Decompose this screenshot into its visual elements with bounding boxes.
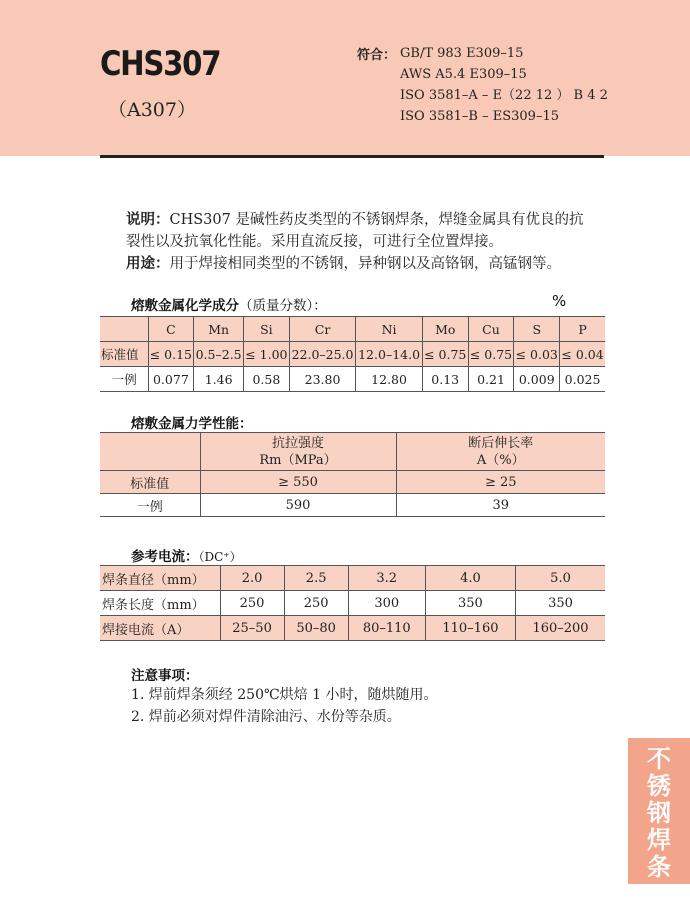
table-cell: 3.2 <box>348 566 425 591</box>
table-cell: 0.21 <box>468 367 514 392</box>
header-band <box>0 0 690 156</box>
table-cell: 350 <box>425 591 515 616</box>
table-cell: 300 <box>348 591 425 616</box>
mechanical-header-row <box>100 433 605 471</box>
notes-list <box>131 684 437 728</box>
table-row <box>100 591 605 616</box>
table-cell: ≤ 0.04 <box>560 342 605 367</box>
table-cell: 50–80 <box>284 616 348 641</box>
chemical-title: 熔敷金属化学成分 <box>131 298 239 314</box>
header-divider <box>100 155 604 158</box>
table-cell: 25–50 <box>220 616 284 641</box>
table-cell: ≥ 25 <box>396 471 605 494</box>
side-tab-char: 锈 <box>647 772 671 800</box>
table-cell: 12.80 <box>356 367 423 392</box>
row-label: 标准值 <box>100 342 148 367</box>
table-cell: ≤ 0.75 <box>468 342 514 367</box>
table-row <box>100 494 605 517</box>
table-cell: ≤ 0.03 <box>514 342 560 367</box>
element-header: P <box>560 317 605 342</box>
table-cell: 2.5 <box>284 566 348 591</box>
mechanical-section-title: 熔敷金属力学性能： <box>131 416 253 432</box>
notes-title: 注意事项： <box>131 668 199 684</box>
row-label: 标准值 <box>100 471 200 494</box>
table-cell: 250 <box>284 591 348 616</box>
mechanical-table <box>100 432 605 517</box>
side-tab-char: 条 <box>647 853 671 881</box>
table-row <box>100 471 605 494</box>
table-cell: 12.0–14.0 <box>356 342 423 367</box>
product-title: CHS307 <box>100 44 221 84</box>
description-paragraph <box>126 209 596 253</box>
row-label: 一例 <box>100 494 200 517</box>
standards-label: 符合： <box>357 48 397 63</box>
product-subtitle: （A307） <box>108 99 196 121</box>
chemical-section-title <box>131 294 327 314</box>
row-label: 一例 <box>100 367 148 392</box>
description-text: CHS307 是碱性药皮类型的不锈钢焊条，焊缝金属具有优良的抗裂性以及抗氧化性能。采用直流反接，可进行全位置焊接。 <box>126 212 584 250</box>
standards-list <box>400 43 608 127</box>
current-title: 参考电流： <box>131 549 199 565</box>
table-row <box>100 367 605 392</box>
elongation-header: 断后伸长率 A（%） <box>396 433 605 471</box>
table-row <box>100 616 605 641</box>
table-cell: 5.0 <box>516 566 605 591</box>
current-table <box>100 565 605 641</box>
table-cell: 39 <box>396 494 605 517</box>
element-header: Ni <box>356 317 423 342</box>
table-cell: 590 <box>200 494 396 517</box>
usage-text: 用于焊接相同类型的不锈钢，异种钢以及高铬钢，高锰钢等。 <box>169 256 561 272</box>
standard-item: ISO 3581–B – ES309–15 <box>400 109 559 124</box>
current-title-suffix: （DC⁺） <box>198 550 242 564</box>
table-cell: 22.0–25.0 <box>289 342 356 367</box>
table-cell: 0.5–2.5 <box>194 342 244 367</box>
table-cell: 0.13 <box>422 367 468 392</box>
table-cell: ≥ 550 <box>200 471 396 494</box>
table-row <box>100 342 605 367</box>
table-cell: ≤ 1.00 <box>243 342 289 367</box>
chemical-table <box>100 316 605 392</box>
row-label: 焊条直径（mm） <box>100 566 220 591</box>
side-tab-char: 不 <box>647 745 671 773</box>
table-corner <box>100 433 200 471</box>
row-label: 焊条长度（mm） <box>100 591 220 616</box>
table-cell: 110–160 <box>425 616 515 641</box>
table-corner <box>100 317 148 342</box>
tensile-strength-header: 抗拉强度 Rm（MPa） <box>200 433 396 471</box>
table-cell: ≤ 0.15 <box>148 342 194 367</box>
element-header: Cu <box>468 317 514 342</box>
table-cell: 250 <box>220 591 284 616</box>
usage-paragraph <box>126 253 596 275</box>
side-tab-char: 焊 <box>647 826 671 854</box>
table-cell: ≤ 0.75 <box>422 342 468 367</box>
note-item: 1. 焊前焊条须经 250℃烘焙 1 小时，随烘随用。 <box>131 687 438 703</box>
chemical-header-row <box>100 317 605 342</box>
element-header: S <box>514 317 560 342</box>
standard-item: GB/T 983 E309–15 <box>400 46 524 61</box>
standard-item: AWS A5.4 E309–15 <box>400 67 527 82</box>
table-cell: 23.80 <box>289 367 356 392</box>
category-side-tab <box>628 738 690 884</box>
element-header: Mo <box>422 317 468 342</box>
chemical-unit: % <box>552 292 567 310</box>
table-cell: 160–200 <box>516 616 605 641</box>
table-row <box>100 566 605 591</box>
table-cell: 0.009 <box>514 367 560 392</box>
chemical-title-suffix: （质量分数）： <box>239 298 327 314</box>
standard-item: ISO 3581–A – E（22 12 ） B 4 2 <box>400 88 608 103</box>
table-cell: 0.025 <box>560 367 605 392</box>
description-label: 说明： <box>126 212 170 228</box>
note-item: 2. 焊前必须对焊件清除油污、水份等杂质。 <box>131 709 401 725</box>
table-cell: 4.0 <box>425 566 515 591</box>
table-cell: 2.0 <box>220 566 284 591</box>
table-cell: 80–110 <box>348 616 425 641</box>
element-header: Mn <box>194 317 244 342</box>
current-section-title <box>131 545 242 565</box>
side-tab-char: 钢 <box>647 799 671 827</box>
element-header: Cr <box>289 317 356 342</box>
table-cell: 1.46 <box>194 367 244 392</box>
table-cell: 0.58 <box>243 367 289 392</box>
table-cell: 350 <box>516 591 605 616</box>
element-header: Si <box>243 317 289 342</box>
usage-label: 用途： <box>126 256 170 272</box>
element-header: C <box>148 317 194 342</box>
row-label: 焊接电流（A） <box>100 616 220 641</box>
table-cell: 0.077 <box>148 367 194 392</box>
